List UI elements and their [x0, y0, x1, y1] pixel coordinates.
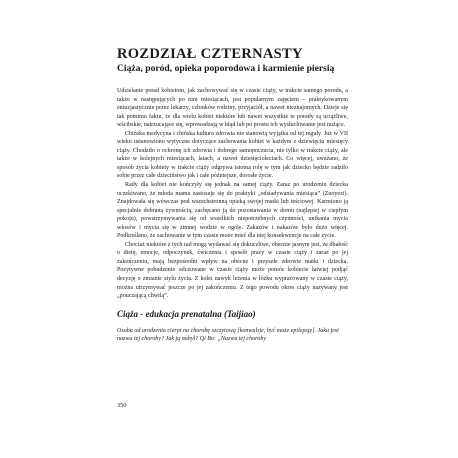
- paragraph-postpartum-advice: Rady dla kobiet nie kończyły się jednak na samej ciąży. Zaraz po urodzeniu dziecka oczekiwano, że młoda mama zastosuje się do praktyki „odsiadywania miesiąca” (Zuoyezi). Znajdowała się wówczas pod wszechstronną opieką swojej matki lub teściowej. Karmiono ją specjalnie dobraną żywnością, zachęcano ją do pozostawania w domu (najlepiej w ciepłym pokoju), powstrzymywania się od wszelkich niepotrzebnych czynności, unikania mycia włosów i mycia się w zimnej wodzie w ogóle. Zakazów i nakazów było dużo więcej. Podkreślano, że zachowanie w tym czasie może mieć dla niej konsekwencje na całe życie.: [117, 182, 348, 240]
- paragraph-teachable-moment: Chociaż niektóre z tych rad mogą wydawać się dokuczliwe, obecnie jasnym jest, że dbałość o dietę, emocje, odpoczynek, ćwiczenia i sposób pracy w czasie ciąży i zaraz po jej zakończeniu, mają bezpośredni wpływ na obecne i przyszłe zdrowie matki i dziecka. Pozytywne pobudzenie odczuwane w czasie ciąży może pomóc kobiecie łatwiej podjąć decyzję o zmianie stylu życia. Z kolei nawyk leżenia w łóżku wypracowany w czasie ciąży, można utrzymywać jeszcze po jej zakończeniu. Z tego powodu okres ciąży nazywany jest „pouczającą chwilą”.: [117, 241, 348, 300]
- quotation-text: Osoba od urodzenia cierpi na chorobę szczytową [konwulsje, być może epilepsję]. Jaka jest nazwa tej choroby? Jak ją nabył? Qi Bo: „Nazwa tej choroby: [117, 327, 339, 343]
- paragraph-chinese-medicine: Chińska medycyna i chińska kultura zdrowia nie stanowią wyjątku od tej reguły. Już w VII wieku ustanowiono wytyczne dotyczące zachowania kobiet w każdym z dziewięciu miesięcy ciąży. Chodziło o ochronę ich zdrowia i dobrego samopoczucia, nie tylko w trakcie ciąży, ale także w kolejnych miesiącach, latach, a nawet dziesięcioleciach. Co więcej, uważano, że sposób życia kobiety w trakcie ciąży odgrywa istotną rolę w tym jak dziecko będzie radziło sobie przez całe dzieciństwo jak i całe późniejsze, dorosłe życie.: [117, 130, 348, 180]
- page-content: [117, 46, 348, 344]
- chapter-subtitle: Ciąża, poród, opieka poporodowa i karmienie piersią: [117, 63, 335, 74]
- paragraph-intro: Udzielanie porad kobietom, jak zachowywać się w czasie ciąży, w trakcie samego porodu, a także w następujących po nim miesiącach, jest popularnym zajęciem – praktykowanym entuzjastycznie przez lekarzy, członków rodziny, przyjaciół, a nawet nieznajomych. Dzieje się tak pomimo faktu, że dla wielu kobiet niektóre lub nawet wszystkie te porady są uciążliwe, wścibskie, natrzucające się, wprowadzają w błąd lub po prostu ich wysłuchiwanie jest nużące.: [117, 88, 348, 129]
- page-number: 350: [117, 402, 127, 409]
- chapter-title: ROZDZIAŁ CZTERNASTY: [117, 46, 303, 62]
- section-heading: Ciąża - edukacja prenatalna (Taijiao): [117, 308, 256, 319]
